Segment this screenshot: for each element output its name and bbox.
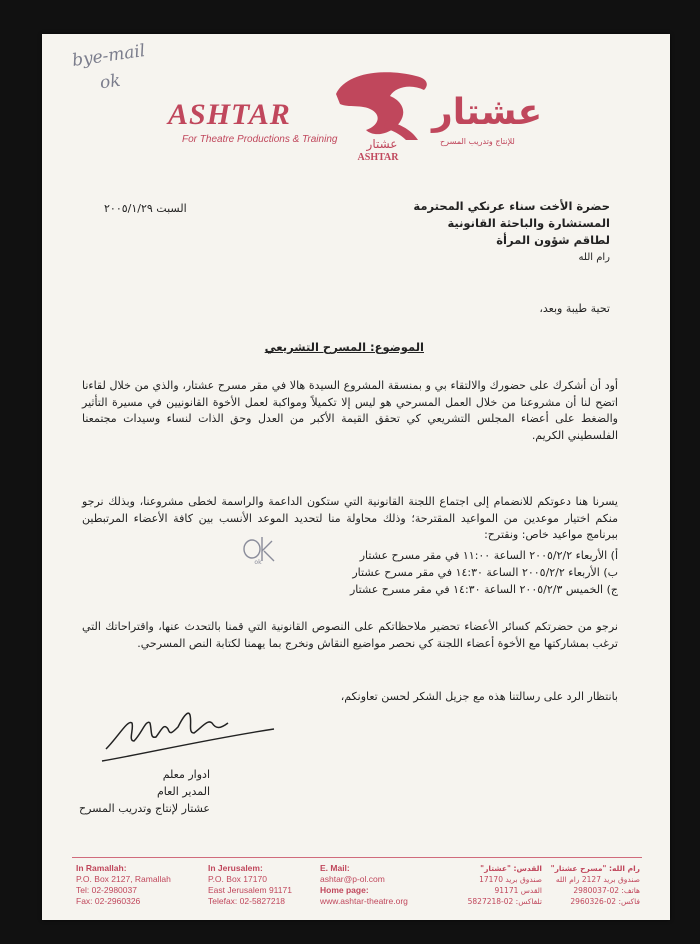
footer-heading: In Ramallah:	[76, 863, 127, 873]
addressee-line: المستشارة والباحثة القانونية	[447, 216, 610, 230]
email-link[interactable]: ashtar@p-ol.com	[320, 874, 385, 884]
brand-latin: ASHTAR	[168, 98, 291, 131]
footer-ramallah	[76, 863, 171, 907]
signatory-block	[79, 766, 210, 817]
footer-line: هاتف: 02-2980037	[573, 886, 640, 895]
footer-line: فاكس: 02-2960326	[570, 897, 640, 906]
footer-line: القدس 91171	[494, 886, 542, 895]
footer-line: Tel: 02-2980037	[76, 885, 137, 895]
handwritten-ok-mid: ok	[254, 559, 262, 565]
body-paragraph-2: يسرنا هنا دعوتكم للانضمام إلى اجتماع اللجنة القانونية التي ستكون الداعمة والراسمة لخطى مشروعنا، وبذلك نرجو منكم اختيار موعدين من المواعيد المقترحة؛ وذلك محاولة منا لتحديد الموعد الأنسب بين كافة الأعضاء المرتبطين ببرنامج مواعيد خاص: ونقترح:	[82, 495, 618, 541]
handwritten-ok: ok	[98, 70, 122, 94]
signatory-name: ادوار معلم	[162, 768, 210, 781]
footer-line: Telefax: 02-5827218	[208, 896, 286, 906]
signatory-title: المدير العام	[156, 785, 210, 798]
footer-line: تلفاكس: 02-5827218	[467, 897, 542, 906]
letter-page	[42, 34, 670, 920]
meeting-option: أ) الأربعاء ٢٠٠٥/٢/٢ الساعة ١١:٠٠ في مقر مسرح عشتار	[359, 549, 618, 562]
footer-line: صندوق بريد 17170	[479, 875, 542, 884]
handwritten-note: bye-mail	[70, 40, 147, 72]
footer-arabic-ramallah	[550, 863, 640, 907]
addressee-line: رام الله	[578, 252, 610, 263]
logo-arabic-text: عشتار	[366, 137, 398, 151]
signature	[98, 689, 278, 764]
footer-line: P.O. Box 17170	[208, 874, 267, 884]
addressee-line: لطاقم شؤون المرأة	[496, 233, 610, 247]
brand-arabic: عشتار	[432, 92, 543, 133]
meeting-option: ج) الخميس ٢٠٠٥/٢/٣ الساعة ١٤:٣٠ في مقر مسرح عشتار	[349, 583, 618, 596]
body-paragraph-3: نرجو من حضرتكم كسائر الأعضاء تحضير ملاحظاتكم على النصوص القانونية التي قمنا بالتحدث عنها، واقتراحاتك التي ترغب بمشاركتها مع الأخوة أعضاء اللجنة كي نحصر مواضيع النقاش ونخرج بما يهمنا لكتابة النص المسرحي.	[82, 620, 618, 650]
footer-heading: رام الله: "مسرح عشتار"	[550, 864, 640, 873]
homepage-link[interactable]: www.ashtar-theatre.org	[320, 896, 408, 906]
footer-arabic-jerusalem	[442, 863, 542, 907]
footer-divider	[72, 857, 642, 858]
brand-tagline-arabic: للإنتاج وتدريب المسرح	[440, 137, 515, 146]
footer-jerusalem	[208, 863, 292, 907]
body-paragraph-1: أود أن أشكرك على حضورك والالتقاء بي و بمنسقة المشروع السيدة هالا في مقر مسرح عشتار، والذي من خلال لقاءنا اتضح لنا أن مشروعنا من خلال العمل المسرحي هو ليس إلا تكميلاً ومواكبة لعمل الأخوة القانونيين في مسيرة التأثير والضغط على أعضاء المجلس التشريعي كي تحقق القيمة الأكبر من العدل وحق الذات لنساء وسيدات مجتمعنا الفلسطيني الكريم.	[82, 379, 618, 442]
letter-date: السبت ٢٠٠٥/١/٢٩	[104, 202, 187, 215]
brand-tagline-latin: For Theatre Productions & Training	[182, 134, 338, 145]
ashtar-logo	[326, 54, 436, 164]
footer-email	[320, 863, 408, 907]
addressee-block	[290, 198, 610, 266]
footer-line: صندوق بريد 2127 رام الله	[555, 875, 640, 884]
footer-line: Fax: 02-2960326	[76, 896, 141, 906]
footer-heading: القدس: "عشتار"	[480, 864, 542, 873]
closing-line: بانتظار الرد على رسالتنا هذه مع جزيل الشكر لحسن تعاونكم،	[340, 690, 618, 703]
footer-homepage-label: Home page:	[320, 885, 369, 895]
footer-line: P.O. Box 2127, Ramallah	[76, 874, 171, 884]
subject-line: الموضوع: المسرح التشريعي	[264, 340, 424, 354]
footer-line: East Jerusalem 91171	[208, 885, 292, 895]
greeting: تحية طيبة وبعد،	[539, 302, 610, 315]
signatory-org: عشتار لإنتاج وتدريب المسرح	[78, 802, 210, 815]
addressee-line: حضرة الأخت سناء عرنكي المحترمة	[413, 199, 610, 213]
footer-heading: In Jerusalem:	[208, 863, 263, 873]
footer-heading: E. Mail:	[320, 863, 350, 873]
logo-latin-text: ASHTAR	[357, 152, 399, 163]
meeting-option: ب) الأربعاء ٢٠٠٥/٢/٢ الساعة ١٤:٣٠ في مقر مسرح عشتار	[352, 566, 618, 579]
handwritten-ok-mark	[238, 531, 278, 565]
